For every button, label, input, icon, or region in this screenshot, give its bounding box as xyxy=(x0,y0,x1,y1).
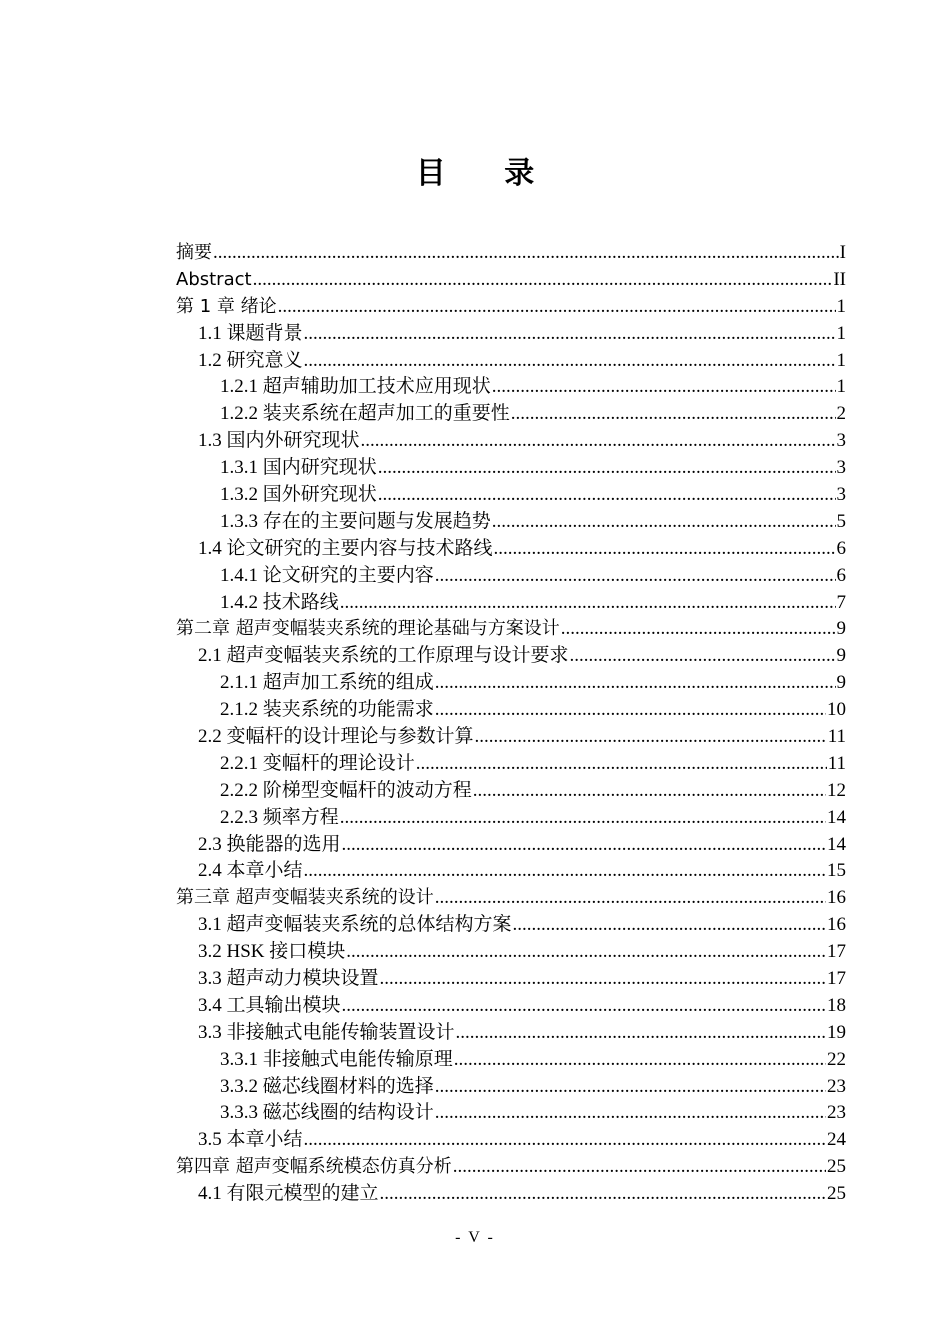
toc-dot-leader xyxy=(570,643,836,670)
toc-entry-page: 3 xyxy=(836,484,846,505)
toc-entry-page: 7 xyxy=(836,591,846,613)
toc-entry-title: 摘要 xyxy=(176,241,212,263)
toc-entry-page: 10 xyxy=(827,699,846,721)
toc-entry[interactable] xyxy=(176,697,846,724)
toc-entry[interactable] xyxy=(176,670,846,697)
toc-entry-page: 9 xyxy=(836,618,846,640)
toc-entry-page: 11 xyxy=(827,726,846,748)
toc-dot-leader xyxy=(378,482,836,509)
toc-entry-title: 1.1 课题背景 xyxy=(198,322,303,344)
toc-entry-title: 1.4.1 论文研究的主要内容 xyxy=(220,564,434,586)
toc-dot-leader xyxy=(494,536,836,563)
toc-entry-title: 2.2.2 阶梯型变幅杆的波动方程 xyxy=(220,779,472,801)
toc-entry[interactable] xyxy=(176,374,846,401)
page-title: 目 录 xyxy=(415,156,559,191)
toc-dot-leader xyxy=(435,697,826,724)
toc-dot-leader xyxy=(492,509,836,536)
toc-entry[interactable] xyxy=(176,778,846,805)
toc-entry-title: 3.3.1 非接触式电能传输原理 xyxy=(220,1048,453,1070)
toc-entry-title: 4.1 有限元模型的建立 xyxy=(198,1183,379,1205)
toc-entry-page: 3 xyxy=(836,457,846,479)
toc-dot-leader xyxy=(513,912,826,939)
toc-entry-page: 2 xyxy=(836,403,846,425)
toc-entry[interactable] xyxy=(176,724,846,751)
toc-dot-leader xyxy=(342,993,826,1020)
toc-entry-title: 1.2.1 超声辅助加工技术应用现状 xyxy=(220,376,491,398)
toc-dot-leader xyxy=(278,294,836,321)
toc-entry[interactable] xyxy=(176,993,846,1020)
toc-entry[interactable] xyxy=(176,751,846,778)
toc-entry-page: 14 xyxy=(827,806,846,828)
toc-entry[interactable] xyxy=(176,1127,846,1154)
toc-entry-title: 1.2 研究意义 xyxy=(198,349,303,371)
toc-entry-title: 1.4 论文研究的主要内容与技术路线 xyxy=(198,537,493,559)
toc-entry-title: 第 1 章 绪论 xyxy=(176,295,277,317)
toc-entry[interactable] xyxy=(176,1047,846,1074)
toc-entry-page: 25 xyxy=(827,1183,846,1205)
toc-dot-leader xyxy=(453,1154,826,1181)
toc-entry-title: 3.2 HSK 接口模块 xyxy=(198,941,346,963)
toc-entry-page: 1 xyxy=(836,322,846,344)
toc-entry[interactable] xyxy=(176,563,846,590)
toc-entry[interactable] xyxy=(176,294,846,321)
toc-entry-page: 23 xyxy=(827,1102,846,1124)
toc-entry-title: 3.5 本章小结 xyxy=(198,1129,303,1151)
toc-dot-leader xyxy=(253,267,833,294)
toc-entry-title: 3.3 非接触式电能传输装置设计 xyxy=(198,1021,455,1043)
toc-entry[interactable] xyxy=(176,966,846,993)
toc-entry-title: Abstract xyxy=(176,268,252,290)
toc-entry-page: 9 xyxy=(836,672,846,694)
toc-entry[interactable] xyxy=(176,240,846,267)
toc-entry-title: 3.3 超声动力模块设置 xyxy=(198,968,379,990)
toc-dot-leader xyxy=(304,321,836,348)
toc-dot-leader xyxy=(435,885,826,912)
toc-dot-leader xyxy=(340,590,836,617)
toc-entry-page: 16 xyxy=(827,914,846,936)
toc-entry-page: 1 xyxy=(836,349,846,371)
toc-entry-page: 17 xyxy=(827,941,846,963)
toc-entry-title: 3.3.2 磁芯线圈材料的选择 xyxy=(220,1075,434,1097)
toc-entry[interactable] xyxy=(176,1101,846,1128)
toc-entry-title: 1.3.2 国外研究现状 xyxy=(220,484,377,505)
toc-entry-title: 3.4 工具输出模块 xyxy=(198,994,341,1016)
toc-dot-leader xyxy=(492,374,836,401)
toc-entry-page: 1 xyxy=(836,376,846,398)
toc-entry-title: 3.1 超声变幅装夹系统的总体结构方案 xyxy=(198,914,512,936)
toc-dot-leader xyxy=(380,1181,826,1208)
toc-entry[interactable] xyxy=(176,509,846,536)
toc-dot-leader xyxy=(380,966,826,993)
toc-entry-page: 24 xyxy=(827,1129,846,1151)
toc-dot-leader xyxy=(454,1047,826,1074)
toc-entry[interactable] xyxy=(176,536,846,563)
toc-entry[interactable] xyxy=(176,428,846,455)
toc-dot-leader xyxy=(416,751,827,778)
toc-entry[interactable] xyxy=(176,805,846,832)
toc-dot-leader xyxy=(561,616,836,643)
toc-dot-leader xyxy=(378,455,836,482)
toc-entry-title: 2.1 超声变幅装夹系统的工作原理与设计要求 xyxy=(198,645,569,667)
toc-dot-leader xyxy=(435,1100,826,1127)
toc-dot-leader xyxy=(304,1127,826,1154)
toc-entry-title: 2.2 变幅杆的设计理论与参数计算 xyxy=(198,726,474,748)
toc-dot-leader xyxy=(361,428,836,455)
toc-entry-title: 第四章 超声变幅系统模态仿真分析 xyxy=(176,1156,452,1178)
toc-entry-page: I xyxy=(839,241,846,263)
toc-entry[interactable] xyxy=(176,912,846,939)
toc-entry-page: 16 xyxy=(827,887,846,909)
toc-entry-title: 2.3 换能器的选用 xyxy=(198,833,341,855)
toc-entry[interactable] xyxy=(176,455,846,482)
toc-dot-leader xyxy=(456,1020,826,1047)
toc-entry[interactable] xyxy=(176,267,846,294)
toc-dot-leader xyxy=(475,724,827,751)
toc-entry-title: 3.3.3 磁芯线圈的结构设计 xyxy=(220,1102,434,1124)
toc-entry-page: 6 xyxy=(836,564,846,586)
toc-dot-leader xyxy=(435,1074,826,1101)
toc-entry-page: 23 xyxy=(827,1075,846,1097)
toc-entry-page: 25 xyxy=(827,1156,846,1178)
toc-entry[interactable] xyxy=(176,616,846,643)
toc-dot-leader xyxy=(304,858,826,885)
toc-entry[interactable] xyxy=(176,885,846,912)
toc-dot-leader xyxy=(435,563,836,590)
toc-entry[interactable] xyxy=(176,643,846,670)
toc-entry[interactable] xyxy=(176,348,846,375)
page-number: - V - xyxy=(455,1229,495,1246)
toc-entry-page: 5 xyxy=(836,510,846,532)
toc-entry-title: 2.1.2 装夹系统的功能需求 xyxy=(220,699,434,721)
toc-entry[interactable] xyxy=(176,1020,846,1047)
toc-entry-title: 第三章 超声变幅装夹系统的设计 xyxy=(176,887,434,909)
toc-entry[interactable] xyxy=(176,482,846,509)
toc-entry-page: 6 xyxy=(836,537,846,559)
toc-entry-page: 15 xyxy=(827,860,846,882)
table-of-contents xyxy=(176,240,846,1208)
toc-entry-page: 17 xyxy=(827,968,846,990)
toc-dot-leader xyxy=(435,670,836,697)
toc-dot-leader xyxy=(473,778,826,805)
toc-dot-leader xyxy=(346,939,826,966)
toc-entry[interactable] xyxy=(176,939,846,966)
toc-entry[interactable] xyxy=(176,832,846,859)
toc-entry-title: 2.2.3 频率方程 xyxy=(220,806,339,828)
toc-entry-page: 3 xyxy=(836,430,846,452)
toc-entry-title: 1.3 国内外研究现状 xyxy=(198,430,360,452)
toc-entry-title: 2.2.1 变幅杆的理论设计 xyxy=(220,752,415,774)
toc-entry[interactable] xyxy=(176,321,846,348)
toc-entry-page: II xyxy=(833,268,846,290)
toc-entry[interactable] xyxy=(176,1154,846,1181)
toc-dot-leader xyxy=(304,348,836,375)
toc-entry-title: 1.3.3 存在的主要问题与发展趋势 xyxy=(220,510,491,532)
toc-entry-page: 1 xyxy=(836,295,846,317)
toc-dot-leader xyxy=(511,401,836,428)
toc-dot-leader xyxy=(342,832,826,859)
toc-entry[interactable] xyxy=(176,858,846,885)
toc-entry-page: 22 xyxy=(827,1048,846,1070)
toc-entry-page: 18 xyxy=(827,994,846,1016)
toc-entry[interactable] xyxy=(176,1181,846,1208)
toc-entry[interactable] xyxy=(176,401,846,428)
toc-entry-page: 11 xyxy=(827,752,846,774)
toc-entry-title: 2.4 本章小结 xyxy=(198,860,303,882)
toc-dot-leader xyxy=(340,805,826,832)
toc-entry-page: 9 xyxy=(836,645,846,667)
toc-entry-page: 12 xyxy=(827,779,846,801)
toc-entry[interactable] xyxy=(176,590,846,617)
toc-entry-title: 2.1.1 超声加工系统的组成 xyxy=(220,672,434,694)
toc-entry-title: 1.2.2 装夹系统在超声加工的重要性 xyxy=(220,403,510,425)
toc-entry-page: 14 xyxy=(827,833,846,855)
toc-entry-title: 第二章 超声变幅装夹系统的理论基础与方案设计 xyxy=(176,618,560,640)
toc-entry[interactable] xyxy=(176,1074,846,1101)
toc-entry-page: 19 xyxy=(827,1021,846,1043)
toc-entry-title: 1.4.2 技术路线 xyxy=(220,591,339,613)
toc-dot-leader xyxy=(213,240,839,267)
toc-entry-title: 1.3.1 国内研究现状 xyxy=(220,457,377,479)
